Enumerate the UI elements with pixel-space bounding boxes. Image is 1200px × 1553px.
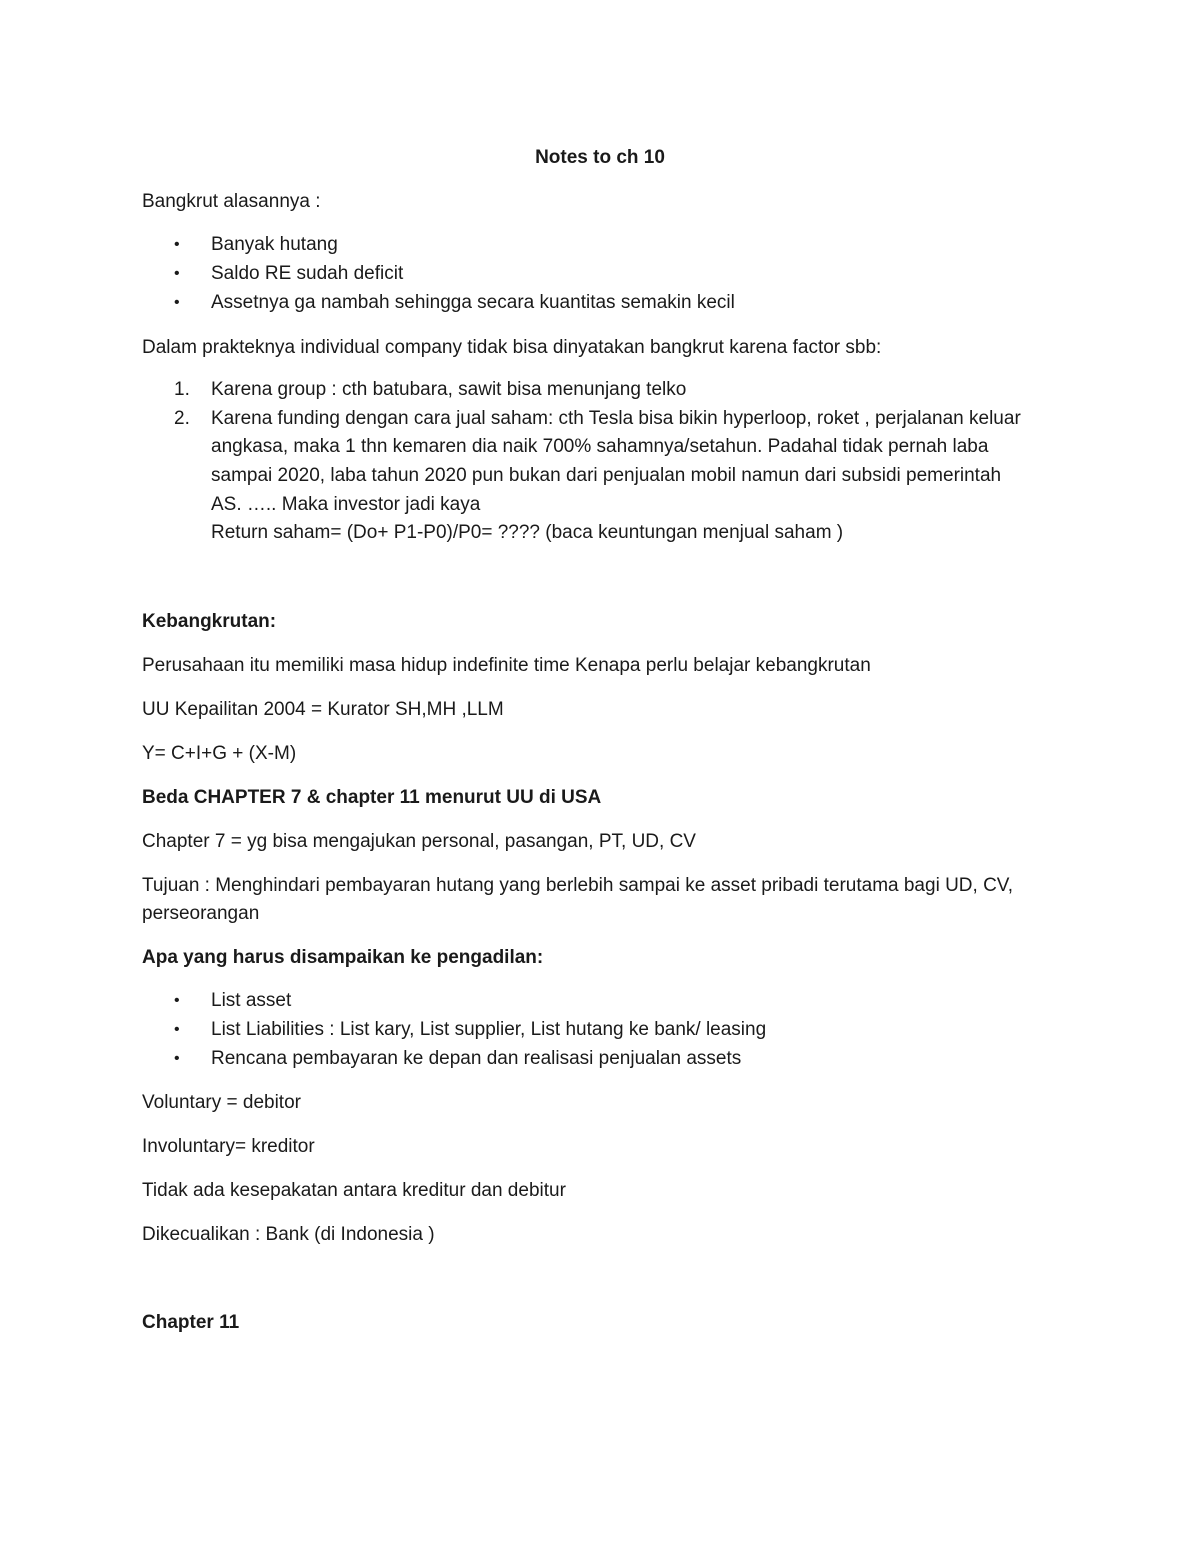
list-item: List Liabilities : List kary, List supplier, List hutang ke bank/ leasing — [211, 1019, 767, 1040]
bullet-icon: • — [174, 294, 180, 311]
paragraph-line: Tujuan : Menghindari pembayaran hutang yang berlebih sampai ke asset pribadi terutama bagi UD, CV, — [142, 875, 1013, 896]
list-item: Rencana pembayaran ke depan dan realisasi penjualan assets — [211, 1048, 742, 1069]
paragraph: Perusahaan itu memiliki masa hidup indefinite time Kenapa perlu belajar kebangkrutan — [142, 655, 871, 676]
paragraph: UU Kepailitan 2004 = Kurator SH,MH ,LLM — [142, 699, 504, 720]
section-heading-pengadilan: Apa yang harus disampaikan ke pengadilan: — [142, 947, 544, 968]
bullet-icon: • — [174, 236, 180, 253]
list-item: Banyak hutang — [211, 234, 338, 255]
practice-intro: Dalam prakteknya individual company tidak bisa dinyatakan bangkrut karena factor sbb: — [142, 337, 882, 358]
paragraph-line: perseorangan — [142, 903, 260, 924]
paragraph: Tidak ada kesepakatan antara kreditur dan debitur — [142, 1180, 566, 1201]
list-number: 1. — [174, 379, 190, 400]
bullet-icon: • — [174, 992, 180, 1009]
page-title: Notes to ch 10 — [535, 147, 665, 168]
paragraph: Chapter 7 = yg bisa mengajukan personal, pasangan, PT, UD, CV — [142, 831, 696, 852]
paragraph: Voluntary = debitor — [142, 1092, 301, 1113]
list-item-line: Karena funding dengan cara jual saham: cth Tesla bisa bikin hyperloop, roket , perjalanan keluar — [211, 408, 1021, 429]
list-item: Karena group : cth batubara, sawit bisa menunjang telko — [211, 379, 687, 400]
section-heading-kebangkrutan: Kebangkrutan: — [142, 611, 277, 632]
list-item-line: angkasa, maka 1 thn kemaren dia naik 700% sahamnya/setahun. Padahal tidak pernah laba — [211, 436, 989, 457]
intro-line: Bangkrut alasannya : — [142, 191, 321, 212]
bullet-icon: • — [174, 265, 180, 282]
formula-line: Y= C+I+G + (X-M) — [142, 743, 297, 764]
list-item: Assetnya ga nambah sehingga secara kuantitas semakin kecil — [211, 292, 735, 313]
list-item-line: Return saham= (Do+ P1-P0)/P0= ???? (baca keuntungan menjual saham ) — [211, 522, 844, 543]
list-item: Saldo RE sudah deficit — [211, 263, 404, 284]
section-heading-chapter11: Chapter 11 — [142, 1312, 240, 1333]
list-item-line: sampai 2020, laba tahun 2020 pun bukan dari penjualan mobil namun dari subsidi pemerintah — [211, 465, 1002, 486]
section-heading-beda: Beda CHAPTER 7 & chapter 11 menurut UU di USA — [142, 787, 602, 808]
list-item-line: AS. ….. Maka investor jadi kaya — [211, 494, 481, 515]
list-number: 2. — [174, 408, 190, 429]
bullet-icon: • — [174, 1021, 180, 1038]
bullet-icon: • — [174, 1050, 180, 1067]
paragraph: Dikecualikan : Bank (di Indonesia ) — [142, 1224, 435, 1245]
list-item: List asset — [211, 990, 292, 1011]
paragraph: Involuntary= kreditor — [142, 1136, 315, 1157]
